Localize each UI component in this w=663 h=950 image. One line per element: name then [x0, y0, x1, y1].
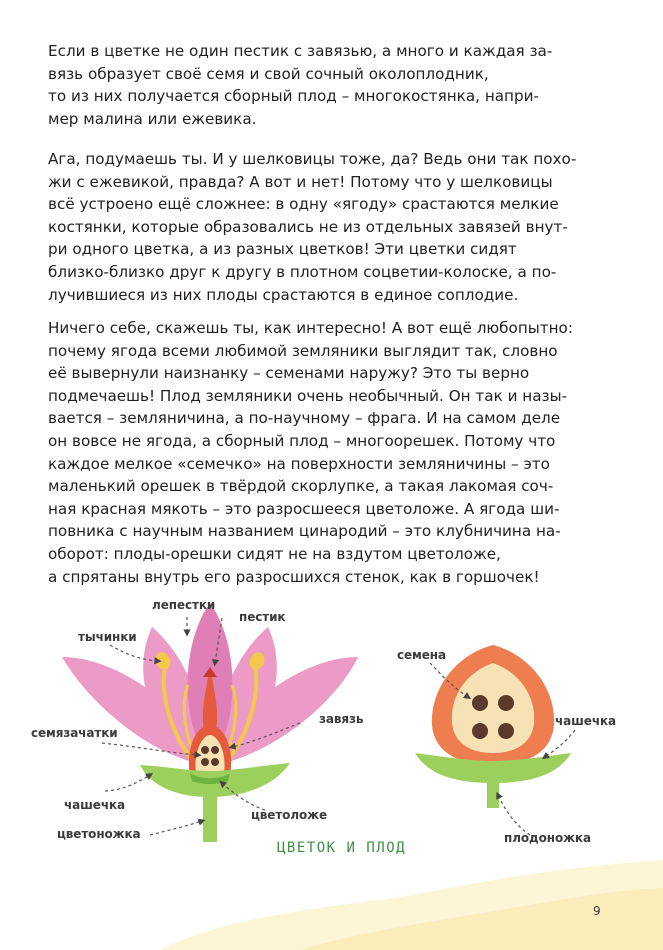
- label-pistil: пестик: [239, 610, 286, 624]
- paragraph-text: [48, 317, 628, 588]
- seed: [498, 695, 514, 711]
- label-ovules: семязачатки: [31, 726, 118, 740]
- ovule: [201, 746, 209, 754]
- text-line: близко-близко друг к другу в плотном соцветии-колоске, а по-: [48, 262, 557, 281]
- text-line: лучившиеся из них плоды срастаются в единое соплодие.: [48, 285, 519, 304]
- ovule: [211, 758, 219, 766]
- text-line: повника с научным названием цинародий – это клубничина на-: [48, 522, 561, 541]
- text-line: вается – земляничина, а по-научному – фрага. И на самом деле: [48, 409, 561, 428]
- label-ovary: завязь: [319, 712, 364, 726]
- text-line: подмечаешь! Плод земляники очень необычный. Он так и назы-: [48, 386, 568, 405]
- decorative-wash: [0, 860, 663, 950]
- label-seeds: семена: [397, 648, 446, 662]
- text-line: Ага, подумаешь ты. И у шелковицы тоже, да? Ведь они так похо-: [48, 150, 577, 168]
- text-line: каждое мелкое «семечко» на поверхности земляничины – это: [48, 454, 550, 473]
- label-calyx: чашечка: [64, 798, 125, 812]
- text-line: ная красная мякоть – это разросшееся цветоложе. А ягода ши-: [48, 499, 560, 518]
- ovule: [201, 758, 209, 766]
- seed: [498, 723, 514, 739]
- text-line: а спрятаны внутрь его разросшихся стенок, как в горшочек!: [48, 567, 540, 586]
- paragraph-3: [48, 317, 628, 588]
- text-line: мер малина или ежевика.: [48, 109, 257, 128]
- text-line: то из них получается сборный плод – многокостянка, напри-: [48, 87, 539, 106]
- text-line: её вывернули наизнанку – семенами наружу? Это ты верно: [48, 364, 530, 383]
- label-fruit-stalk: плодоножка: [504, 831, 591, 845]
- pedicel-stem: [203, 790, 217, 842]
- label-pedicel: цветоножка: [57, 827, 141, 841]
- text-line: оборот: плоды-орешки сидят не на вздутом цветоложе,: [48, 544, 501, 563]
- label-stamens: тычинки: [78, 630, 137, 644]
- label-fruit-calyx: чашечка: [555, 714, 616, 728]
- seed: [472, 695, 488, 711]
- page-number: 9: [593, 904, 601, 918]
- figure-caption: ЦВЕТОК И ПЛОД: [277, 840, 407, 856]
- text-line: маленький орешек в твёрдой скорлупке, а такая лакомая соч-: [48, 477, 554, 496]
- paragraph-text: [48, 148, 628, 306]
- paragraph-text: [48, 40, 628, 130]
- label-receptacle: цветоложе: [251, 808, 328, 822]
- text-line: Ничего себе, скажешь ты, как интересно! А вот ещё любопытно:: [48, 319, 573, 337]
- text-line: вязь образует своё семя и свой сочный околоплодник,: [48, 64, 489, 83]
- paragraph-1: [48, 40, 628, 130]
- text-line: жи с ежевикой, правда? А вот и нет! Потому что у шелковицы: [48, 172, 553, 191]
- text-line: костянки, которые образовались не из отдельных завязей внут-: [48, 217, 568, 236]
- text-line: ри одного цветка, а из разных цветков! Эти цветки сидят: [48, 240, 517, 259]
- fruit-drawing: [415, 645, 571, 808]
- text-line: почему ягода всеми любимой земляники выглядит так, словно: [48, 341, 558, 360]
- text-line: всё устроено ещё сложнее: в одну «ягоду» срастаются мелкие: [48, 195, 559, 214]
- ovule: [211, 746, 219, 754]
- text-line: он вовсе не ягода, а сборный плод – многоорешек. Потому что: [48, 431, 556, 450]
- label-petals: лепестки: [152, 598, 216, 612]
- seed: [472, 723, 488, 739]
- paragraph-2: [48, 148, 628, 306]
- text-line: Если в цветке не один пестик с завязью, а много и каждая за-: [48, 42, 553, 60]
